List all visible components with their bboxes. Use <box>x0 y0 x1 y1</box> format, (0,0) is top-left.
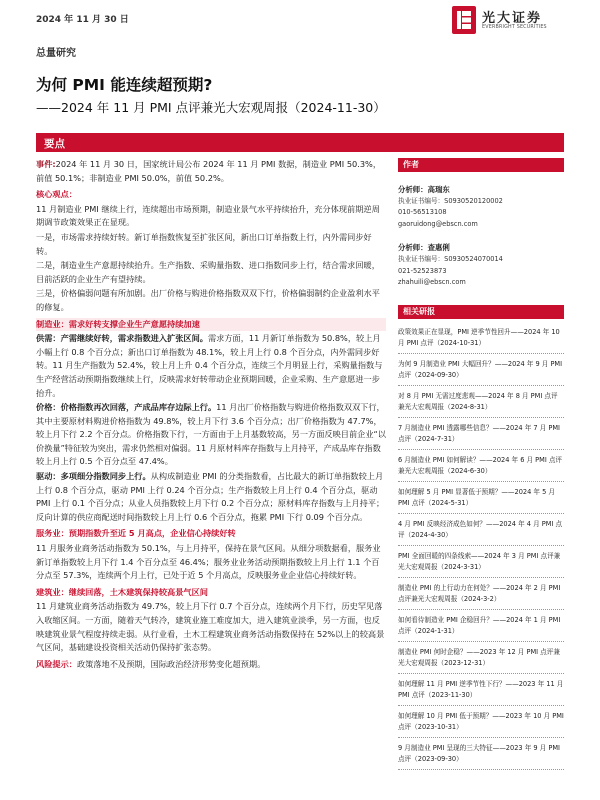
everbright-logo-icon <box>452 6 476 34</box>
core-paragraph-1: 11 月制造业 PMI 继续上行，连续超出市场预期，制造业景气水平持续抬升，充分体现前期逆周期调节政策效果正在显现。 <box>36 203 380 228</box>
report-category: 总量研究 <box>36 48 76 59</box>
logo-chinese-text: 光大证券 <box>482 11 543 26</box>
core-view-label: 核心观点： <box>36 189 77 200</box>
research-item[interactable]: 如何看待制造业 PMI 企稳回升？——2024 年 1 月 PMI 点评（2024-1-31） <box>398 615 564 642</box>
analyst-name: 分析师：高瑞东 <box>398 185 450 194</box>
risk-text: 政策落地不及预期，国际政治经济形势变化超预期。 <box>76 658 266 669</box>
price-paragraph <box>36 401 386 469</box>
research-item[interactable]: 如何理解 10 月 PMI 低于预期？——2023 年 10 月 PMI 点评（2023-10-31） <box>398 711 564 738</box>
analyst-phone: 021-52523873 <box>398 266 447 275</box>
analyst-license: 执业证书编号：S0930520120002 <box>398 196 503 205</box>
price-label: 价格：价格指数再次回落，产成品库存边际上行。 <box>36 402 217 413</box>
analyst-name: 分析师：查惠俐 <box>398 243 450 253</box>
related-research-heading: 相关研报 <box>398 305 564 319</box>
services-section-heading: 服务业：预期指数升至近 5 月高点，企业信心持续好转 <box>36 528 236 539</box>
driver-label: 驱动：多项细分指数同步上行。 <box>36 471 151 482</box>
event-text: 2024 年 11 月 30 日，国家统计局公布 2024 年 11 月 PMI 数据，制造业 PMI 50.3%，前值 50.1%；非制造业 PMI 50.0%，前值 50.2%。 <box>36 159 382 183</box>
analyst-card <box>398 242 564 288</box>
logo-english-text: EVERBRIGHT SECURITIES <box>482 25 547 30</box>
analyst-card <box>398 184 564 230</box>
risk-paragraph <box>36 658 386 672</box>
research-item[interactable]: 为何 9 月制造业 PMI 大幅回升？——2024 年 9 月 PMI 点评（2024-09-30） <box>398 359 564 386</box>
supply-demand-label: 供需：产需继续好转，需求指数进入扩张区间。 <box>36 333 208 344</box>
price-text: 11 月出厂价格指数与购进价格指数双双下行，其中主要原材料购进价格指数为 49.8%，较上月下行 3.6 个百分点；出厂价格指数为 47.7%，较上月下行 2.2 个百分点。价格指数下行，一方面由于上月基数较高，另一方面反映目前企业“以价换量”特征较为突出，需求仍然相对偏弱。11 月原材料库存指数与上月持平，产成品库存指数较上月上行 0.5 个百分点至 47.4%。 <box>36 402 386 467</box>
analyst-email[interactable]: gaoruidong@ebscn.com <box>398 219 478 228</box>
report-subtitle: ——2024 年 11 月 PMI 点评兼光大宏观周报（2024-11-30） <box>36 100 386 115</box>
supply-demand-text: 需求方面，11 月新订单指数为 50.8%，较上月小幅上行 0.8 个百分点；新出口订单指数为 48.1%，较上月上行 0.8 个百分点，内外需同步好转。11 月生产指数为 52.4%，较上月上升 0.4 个百分点，连续三个月明显上行，采购量指数与生产经营活动预期指数继续上行，反映需求好转带动企业预期回暖，企业采购、生产意愿进一步抬升。 <box>36 333 383 398</box>
research-item[interactable]: 政策效果正在显现，PMI 逆季节性回升——2024 年 10 月 PMI 点评（2024-10-31） <box>398 327 564 354</box>
research-item[interactable]: 如何理解 5 月 PMI 显著低于预期？——2024 年 5 月 PMI 点评（2024-5-31） <box>398 487 564 514</box>
core-paragraph-3: 二是，制造业生产意愿持续抬升。生产指数、采购量指数、进口指数同步上行，结合需求回暖，目前活跃的企业生产有望持续。 <box>36 260 380 284</box>
main-content <box>36 158 386 672</box>
sidebar <box>398 158 564 775</box>
research-item[interactable]: 制造业 PMI 的上行动力在何处？——2024 年 2 月 PMI 点评兼光大宏观周报（2024-3-2） <box>398 583 564 610</box>
report-date: 2024 年 11 月 30 日 <box>36 15 129 25</box>
research-item[interactable]: 7 月制造业 PMI 透露哪些信息？——2024 年 7 月 PMI 点评（2024-7-31） <box>398 423 564 450</box>
driver-text: 从构成制造业 PMI 的分类指数看，占比最大的新订单指数较上月上行 0.8 个百分点，驱动 PMI 上行 0.24 个百分点；生产指数较上月上行 0.4 个百分点，驱动 PMI 上行 0.1 个百分点；从业人员指数较上月下行 0.2 个百分点；原材料库存指数与上月持平；反向计算的供应商配送时间指数较上月上行 0.6 个百分点，拖累 PMI 下行 0.09 个百分点。 <box>36 471 385 522</box>
research-item[interactable]: 6 月制造业 PMI 如何解读？——2024 年 6 月 PMI 点评兼光大宏观周报（2024-6-30） <box>398 455 564 482</box>
manufacturing-section-heading: 制造业：需求好转支撑企业生产意愿持续加速 <box>36 318 386 332</box>
driver-paragraph <box>36 470 386 524</box>
research-item[interactable]: PMI 全面回暖的四条线索——2024 年 3 月 PMI 点评兼光大宏观周报（2024-3-31） <box>398 551 564 578</box>
authors-heading: 作者 <box>398 158 564 172</box>
analyst-phone: 010-56513108 <box>398 208 447 217</box>
research-item[interactable]: 9 月制造业 PMI 呈现的三大特征——2023 年 9 月 PMI 点评（2023-09-30） <box>398 743 564 770</box>
services-paragraph: 11 月服务业商务活动指数为 50.1%，与上月持平，保持在景气区间。从细分项数据看，服务业新订单指数较上月下行 1.4 个百分点至 46.4%；服务业业务活动预期指数较上月上行 1.1 个百分点至 57.3%，连续两个月上行，已处于近 5 个月高点，反映服务业企业信心持续好转。 <box>36 543 381 581</box>
research-item[interactable]: 如何理解 11 月 PMI 逆季节性下行？——2023 年 11 月 PMI 点评（2023-11-30） <box>398 679 564 706</box>
report-title: 为何 PMI 能连续超预期? <box>36 76 213 94</box>
key-points-banner <box>36 133 564 152</box>
company-logo <box>452 6 577 36</box>
research-item[interactable]: 制造业 PMI 何时企稳？——2023 年 12 月 PMI 点评兼光大宏观周报（2023-12-31） <box>398 647 564 674</box>
related-research-list <box>398 327 564 770</box>
research-item[interactable]: 4 月 PMI 反映经济成色如何？——2024 年 4 月 PMI 点评（2024-4-30） <box>398 519 564 546</box>
construction-section-heading: 建筑业：继续回落，土木建筑保持较高景气区间 <box>36 586 208 597</box>
supply-demand-paragraph <box>36 332 386 400</box>
event-paragraph <box>36 158 386 185</box>
core-paragraph-4: 三是，价格偏弱问题有所加剧。出厂价格与购进价格指数双双下行，价格偏弱制约企业盈利水平的修复。 <box>36 288 380 312</box>
construction-paragraph: 11 月建筑业商务活动指数为 49.7%，较上月下行 0.7 个百分点，连续两个月下行，历史罕见落入收缩区间。一方面，随着天气转冷，建筑业施工难度加大，进入建筑业淡季，另一方面，也反映建筑业景气程度持续走弱。从行业看，土木工程建筑业商务活动指数保持在 52%以上的较高景气区间，基础建设投资相关活动仍保持扩张态势。 <box>36 601 385 653</box>
key-points-label: 要点 <box>44 138 65 150</box>
analyst-email[interactable]: zhahuili@ebscn.com <box>398 278 466 287</box>
risk-label: 风险提示： <box>36 658 77 669</box>
core-paragraph-2: 一是，市场需求持续好转。新订单指数恢复至扩张区间，新出口订单指数上行，内外需同步好转。 <box>36 231 372 256</box>
analyst-license: 执业证书编号：S0930524070014 <box>398 254 503 263</box>
research-item[interactable]: 对 8 月 PMI 无需过度悲观——2024 年 8 月 PMI 点评兼光大宏观周报（2024-8-31） <box>398 391 564 418</box>
event-label: 事件: <box>36 159 56 169</box>
